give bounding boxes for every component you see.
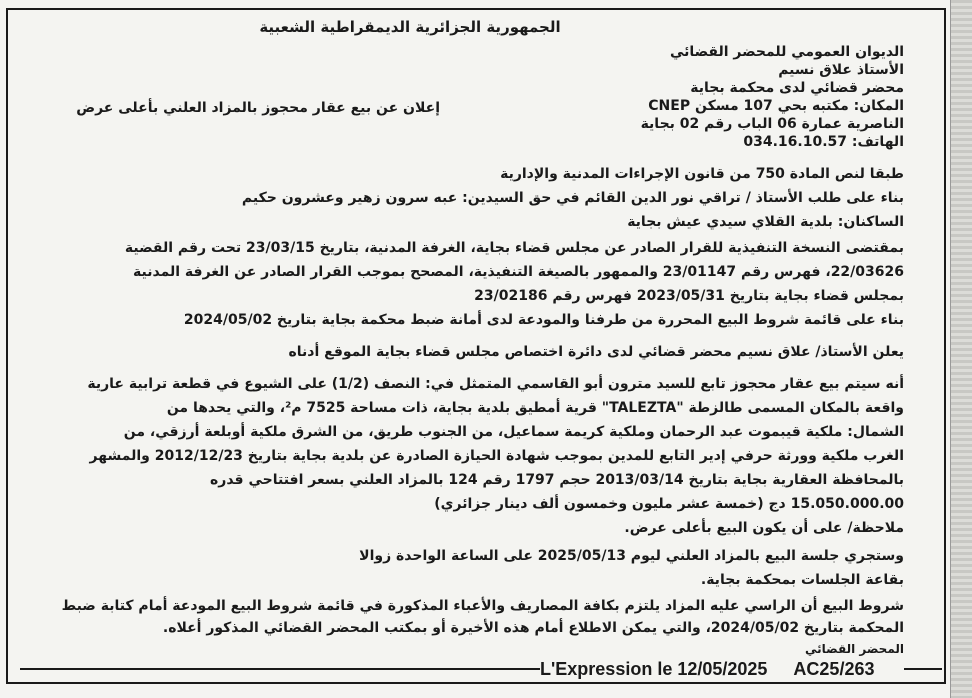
body-line: المحكمة بتاريخ 2024/05/02، والتي يمكن الاطلاع أمام هذه الأخيرة أو بمكتب المحضر القضائي المذكور أعلاه. [162,620,904,636]
reference-code: AC25/263 [793,659,875,679]
body-line: بناء على طلب الأستاذ / تراقي نور الدين القائم في حق السيدين: عبه سرون زهير وعشرون حكيم [241,190,904,206]
body-line: بمجلس قضاء بجاية بتاريخ 2023/05/31 فهرس رقم 23/02186 [474,288,904,304]
header-line: محضر قضائي لدى محكمة بجاية [690,80,904,96]
body-line: واقعة بالمكان المسمى طالزطة "TALEZTA" قرية أمطيق بلدية بجاية، ذات مساحة 7525 م²، والتي يحدها من [166,400,904,416]
announcement-heading: إعلان عن بيع عقار محجوز بالمزاد العلني بأعلى عرض [76,100,440,116]
body-line: 22/03626، فهرس رقم 23/01147 والممهور بالصيغة التنفيذية، المصحح بموجب القرار الصادر عن الغرفة المدنية [133,264,904,280]
publication-date: L'Expression le 12/05/2025 [540,659,768,679]
price-line: 15.050.000.00 دج (خمسة عشر مليون وخمسون ألف دينار جزائري) [434,496,904,512]
note-line: ملاحظة/ على أن يكون البيع بأعلى عرض. [624,520,904,536]
header-line: الناصرية عمارة 06 الباب رقم 02 بجاية [640,116,904,132]
header-line: الديوان العمومي للمحضر القضائي [669,44,904,60]
body-line: الشمال: ملكية قيبموت عبد الرحمان وملكية كريمة سماعيل، من الجنوب طريق، من الشرق ملكية أوبلعة أرزقي، من [123,424,904,440]
notice-title: الجمهورية الجزائرية الديمقراطية الشعبية [259,18,561,36]
body-line: الغرب ملكية وورثة حرفي إدير التابع للمدين بموجب شهادة الحيازة الصادرة عن بلدية بجاية بتاريخ 2012/12/23 والمشهر [89,448,904,464]
footer-rule [904,668,942,670]
header-line: الأستاذ علاق نسيم [778,62,904,78]
header-line: الهاتف: 034.16.10.57 [743,134,904,150]
body-line: يعلن الأستاذ/ علاق نسيم محضر قضائي لدى دائرة اختصاص مجلس قضاء بجاية الموقع أدناه [288,344,904,360]
body-line: بناء على قائمة شروط البيع المحررة من طرفنا والمودعة لدى أمانة ضبط محكمة بجاية بتاريخ 2024/05/02 [183,312,904,328]
body-line: بالمحافظة العقارية بجاية بتاريخ 2013/03/14 حجم 1797 رقم 124 بالمزاد العلني بسعر افتتاحي قدره [210,472,904,488]
body-line: بمقتضى النسخة التنفيذية للقرار الصادر عن مجلس قضاء بجاية، الغرفة المدنية، بتاريخ 23/03/15 تحت رقم القضية [124,240,904,256]
body-line: طبقا لنص المادة 750 من قانون الإجراءات المدنية والإدارية [500,166,904,182]
header-line: المكان: مكتبه بحي 107 مسكن CNEP [648,98,904,114]
footer-rule [20,668,540,670]
page-edge [950,0,972,698]
publication-footer [540,656,902,682]
signature-line: المحضر القضائي [804,642,904,656]
body-line: شروط البيع أن الراسي عليه المزاد يلتزم بكافة المصاريف والأعباء المذكورة في قائمة شروط البيع المودعة أمام كتابة ضبط [61,598,904,614]
body-line: الساكنان: بلدية القلاي سيدي عيش بجاية [627,214,904,230]
body-line: وستجري جلسة البيع بالمزاد العلني ليوم 2025/05/13 على الساعة الواحدة زوالا [359,548,904,564]
body-line: بقاعة الجلسات بمحكمة بجاية. [700,572,904,588]
body-line: أنه سيتم بيع عقار محجوز تابع للسيد مترون أبو القاسمي المتمثل في: النصف (1/2) على الشيوع في قطعة ترابية عارية [87,376,904,392]
